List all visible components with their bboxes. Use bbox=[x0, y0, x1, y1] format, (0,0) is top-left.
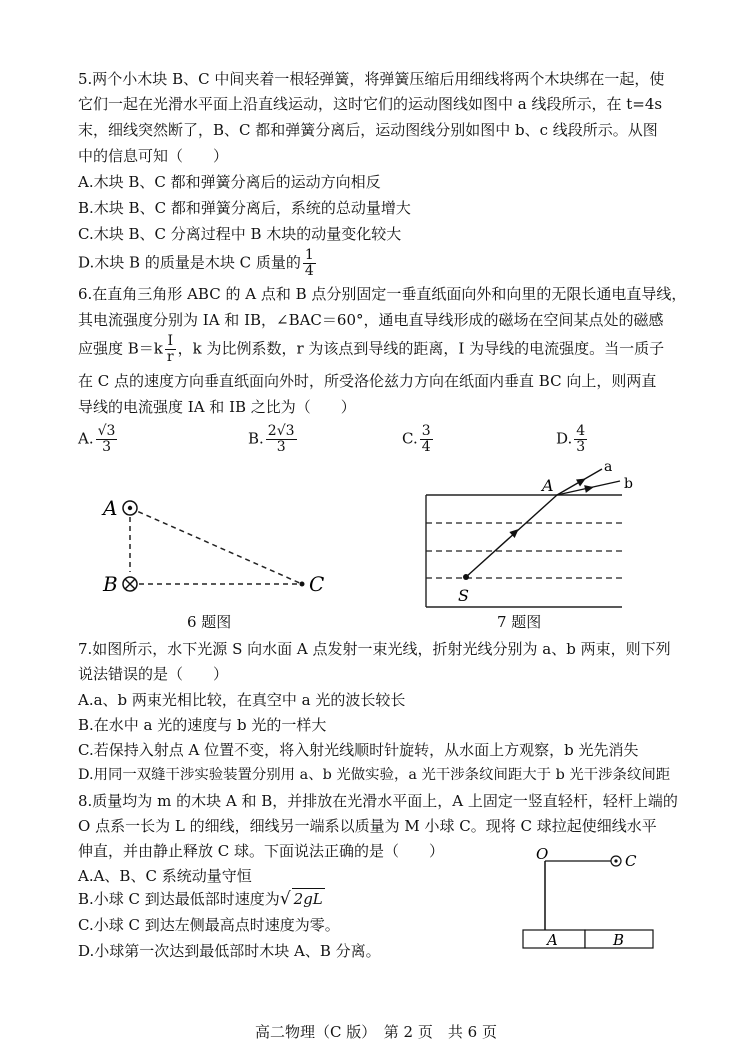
option-fraction bbox=[96, 424, 118, 455]
q5-line3: 末，细线突然断了，B、C 都和弹簧分离后，运动图线分别如图中 b、c 线段所示。从图 bbox=[78, 121, 658, 139]
q6-line5: 导线的电流强度 IA 和 IB 之比为（ ） bbox=[78, 398, 356, 416]
point-c-dot bbox=[300, 582, 305, 587]
ball-c-icon bbox=[611, 856, 621, 866]
fig7-caption: 7 题图 bbox=[497, 613, 542, 631]
fig8-label-a: A bbox=[547, 931, 558, 949]
fraction-denominator: 4 bbox=[304, 263, 314, 279]
fraction-numerator: 3 bbox=[421, 423, 431, 439]
option-fraction bbox=[420, 424, 433, 455]
sqrt-radicand: 2gL bbox=[293, 890, 323, 908]
sqrt-icon: √ bbox=[279, 889, 291, 909]
fig8-label-c: C bbox=[625, 852, 637, 870]
q6-line3 bbox=[78, 334, 664, 365]
q5-option-d-text: D.木块 B 的质量是木块 C 质量的 bbox=[78, 253, 301, 272]
q7-option-a: A.a、b 两束光相比较，在真空中 a 光的波长较长 bbox=[78, 691, 406, 709]
option-fraction bbox=[574, 424, 587, 455]
q5-line2: 它们一起在光滑水平面上沿直线运动，这时它们的运动图线如图中 a 线段所示，在 t=4s bbox=[78, 95, 663, 113]
q6-option-b bbox=[248, 424, 299, 455]
q8-line2: O 点系一长为 L 的细线，细线另一端系以质量为 M 小球 C。现将 C 球拉起使细线水平 bbox=[78, 817, 657, 835]
q8-option-d: D.小球第一次达到最低部时木块 A、B 分离。 bbox=[78, 942, 381, 960]
fraction-numerator: 1 bbox=[304, 247, 314, 263]
figure-7 bbox=[420, 455, 650, 610]
fig7-label-s: S bbox=[458, 586, 469, 605]
fig6-triangle-lines bbox=[130, 508, 302, 584]
q8-option-b bbox=[78, 888, 325, 909]
figure-8 bbox=[515, 845, 665, 957]
wire-into-page-icon bbox=[123, 577, 137, 591]
q8-option-c: C.小球 C 到达左侧最高点时速度为零。 bbox=[78, 916, 340, 934]
fig8-label-o: O bbox=[536, 845, 549, 863]
fraction-numerator: 2√3 bbox=[267, 423, 295, 439]
q6-line4: 在 C 点的速度方向垂直纸面向外时，所受洛伦兹力方向在纸面内垂直 BC 向上，则两直 bbox=[78, 372, 657, 390]
figure-6 bbox=[95, 490, 345, 605]
q5-option-a: A.木块 B、C 都和弹簧分离后的运动方向相反 bbox=[78, 173, 381, 191]
q6-option-c bbox=[402, 424, 435, 455]
fraction-denominator: 4 bbox=[421, 439, 431, 455]
q6-option-d bbox=[556, 424, 589, 455]
q5-option-d-fraction bbox=[303, 248, 316, 279]
q8-option-b-text: B.小球 C 到达最低部时速度为 bbox=[78, 890, 280, 908]
fig8-label-b: B bbox=[613, 931, 625, 949]
fraction-numerator: √3 bbox=[97, 423, 116, 439]
q6-line3-post: ，k 为比例系数，r 为该点到导线的距离，I 为导线的电流强度。当一质子 bbox=[177, 339, 665, 358]
q6-line1: 6.在直角三角形 ABC 的 A 点和 B 点分别固定一垂直纸面向外和向里的无限长通电直导线， bbox=[78, 285, 687, 303]
option-label: D. bbox=[556, 429, 573, 448]
fig6-label-a: A bbox=[103, 496, 118, 520]
q6-line2: 其电流强度分别为 IA 和 IB，∠BAC＝60°，通电直导线形成的磁场在空间某点处的磁感 bbox=[78, 311, 664, 329]
fraction-denominator: 3 bbox=[576, 439, 586, 455]
q8-line1: 8.质量均为 m 的木块 A 和 B，并排放在光滑水平面上，A 上固定一竖直轻杆，轻杆上端的 bbox=[78, 792, 678, 810]
fig6-label-c: C bbox=[309, 572, 325, 596]
q7-line1: 7.如图所示，水下光源 S 向水面 A 点发射一束光线，折射光线分别为 a、b 两束，则下列 bbox=[78, 640, 671, 658]
option-fraction bbox=[266, 424, 297, 455]
q8-line3: 伸直，并由静止释放 C 球。下面说法正确的是（ ） bbox=[78, 842, 445, 860]
q6-formula-fraction bbox=[165, 334, 176, 365]
fraction-numerator: 4 bbox=[576, 423, 586, 439]
q5-line4: 中的信息可知（ ） bbox=[78, 147, 229, 165]
fraction-denominator: 3 bbox=[102, 439, 111, 455]
q8-option-a: A.A、B、C 系统动量守恒 bbox=[78, 867, 252, 885]
incident-ray bbox=[466, 495, 557, 577]
fig6-caption: 6 题图 bbox=[187, 613, 232, 631]
ray-b-arrow-icon bbox=[584, 483, 594, 493]
fig7-label-a-point: A bbox=[542, 476, 554, 495]
fraction-denominator: r bbox=[166, 349, 174, 365]
q5-option-c: C.木块 B、C 分离过程中 B 木块的动量变化较大 bbox=[78, 225, 402, 243]
q6-line3-pre: 应强度 B＝k bbox=[78, 339, 163, 358]
option-label: A. bbox=[78, 429, 94, 448]
fraction-numerator: I bbox=[165, 334, 176, 350]
q5-line1: 5.两个小木块 B、C 中间夹着一根轻弹簧，将弹簧压缩后用细线将两个木块绑在一起，使 bbox=[78, 70, 665, 88]
wire-out-of-page-icon bbox=[123, 501, 137, 515]
light-source-dot bbox=[463, 574, 469, 580]
fig7-label-ray-b: b bbox=[624, 476, 633, 492]
fig7-label-ray-a: a bbox=[604, 459, 613, 475]
q7-line2: 说法错误的是（ ） bbox=[78, 665, 229, 683]
q7-option-d: D.用同一双缝干涉实验装置分别用 a、b 光做实验，a 光干涉条纹间距大于 b 光干涉条纹间距 bbox=[78, 767, 671, 783]
q5-option-b: B.木块 B、C 都和弹簧分离后，系统的总动量增大 bbox=[78, 199, 411, 217]
fraction-denominator: 3 bbox=[276, 439, 286, 455]
q7-option-b: B.在水中 a 光的速度与 b 光的一样大 bbox=[78, 716, 327, 734]
q6-option-a bbox=[78, 424, 119, 455]
page-footer: 高二物理（C 版） 第 2 页 共 6 页 bbox=[255, 1023, 497, 1041]
fig6-label-b: B bbox=[103, 572, 118, 596]
ray-a-arrow-icon bbox=[576, 475, 588, 486]
option-label: B. bbox=[248, 429, 264, 448]
option-label: C. bbox=[402, 429, 418, 448]
q7-option-c: C.若保持入射点 A 位置不变，将入射光线顺时针旋转，从水面上方观察，b 光先消失 bbox=[78, 741, 639, 759]
q5-option-d bbox=[78, 248, 318, 279]
